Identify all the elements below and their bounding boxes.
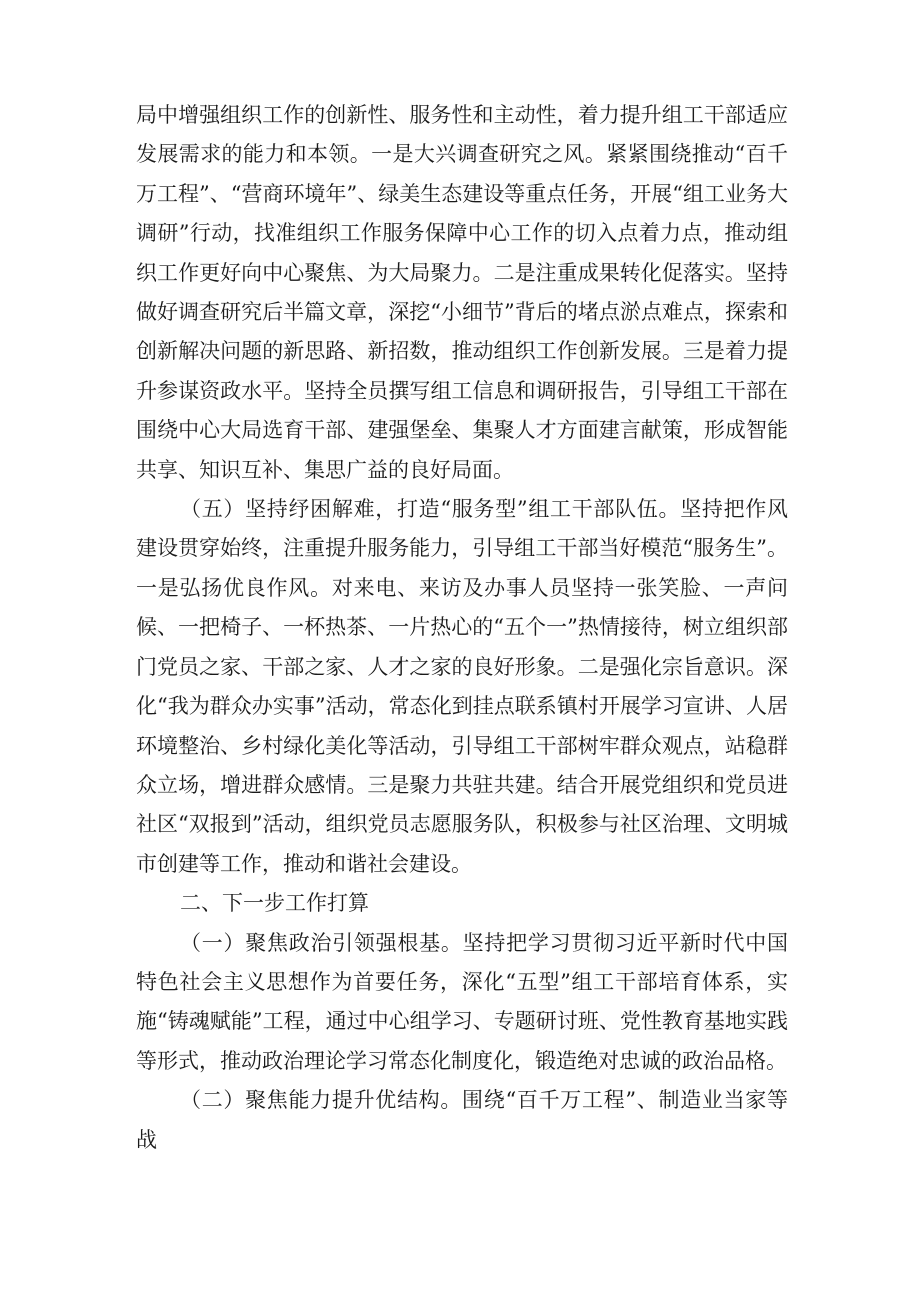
paragraph-service-oriented-team: （五）坚持纾困解难，打造“服务型”组工干部队伍。坚持把作风建设贯穿始终，注重提升服务能力，引导组工干部当好模范“服务生”。一是弘扬优良作风。对来电、来访及办事人员坚持一张笑脸、一声问候、一把椅子、一杯热茶、一片热心的“五个一”热情接待，树立组织部门党员之家、干部之家、人才之家的良好形象。二是强化宗旨意识。深化“我为群众办实事”活动，常态化到挂点联系镇村开展学习宣讲、人居环境整治、乡村绿化美化等活动，引导组工干部树牢群众观点，站稳群众立场，增进群众感情。三是聚力共驻共建。结合开展党组织和党员进社区“双报到”活动，组织党员志愿服务队，积极参与社区治理、文明城市创建等工作，推动和谐社会建设。: [136, 497, 788, 876]
section-heading-next-steps: 二、下一步工作打算: [180, 891, 369, 916]
document-body: [136, 96, 788, 1160]
paragraph-capability-improvement: （二）聚焦能力提升优结构。围绕“百千万工程”、制造业当家等战: [136, 1088, 788, 1152]
paragraph-organization-work-innovation: 局中增强组织工作的创新性、服务性和主动性，着力提升组工干部适应发展需求的能力和本领。一是大兴调查研究之风。紧紧围绕推动“百千万工程”、“营商环境年”、绿美生态建设等重点任务，开展“组工业务大调研”行动，找准组织工作服务保障中心工作的切入点着力点，推动组织工作更好向中心聚焦、为大局聚力。二是注重成果转化促落实。坚持做好调查研究后半篇文章，深挖“小细节”背后的堵点淤点难点，探索和创新解决问题的新思路、新招数，推动组织工作创新发展。三是着力提升参谋资政水平。坚持全员撰写组工信息和调研报告，引导组工干部在围绕中心大局选育干部、建强堡垒、集聚人才方面建言献策，形成智能共享、知识互补、集思广益的良好局面。: [136, 103, 788, 482]
paragraph-political-leadership: （一）聚焦政治引领强根基。坚持把学习贯彻习近平新时代中国特色社会主义思想作为首要任务，深化“五型”组工干部培育体系，实施“铸魂赋能”工程，通过中心组学习、专题研讨班、党性教育基地实践等形式，推动政治理论学习常态化制度化，锻造绝对忠诚的政治品格。: [136, 930, 788, 1073]
